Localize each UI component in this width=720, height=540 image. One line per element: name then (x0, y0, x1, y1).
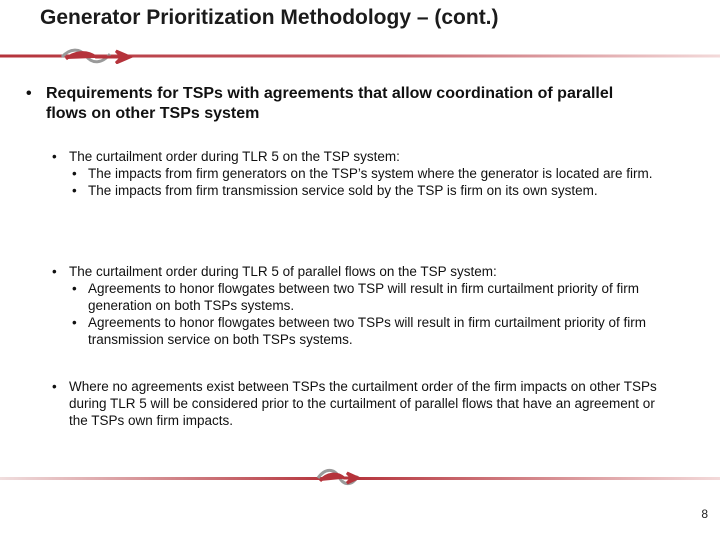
bottom-divider-arrow (0, 464, 720, 494)
sub-sub-bullet-text: The impacts from firm transmission service sold by the TSP is firm on its own system. (88, 183, 598, 198)
sub-bullet-text: The curtailment order during TLR 5 of parallel flows on the TSP system: (69, 264, 497, 279)
bullet-group (52, 378, 672, 429)
sub-sub-bullet-text: The impacts from firm generators on the TSP’s system where the generator is located are firm. (88, 166, 653, 181)
page-number: 8 (701, 507, 708, 521)
sub-sub-bullet: • Agreements to honor flowgates between two TSP will result in firm curtailment priority of firm generation on both TSPs systems. (72, 281, 639, 313)
sub-sub-bullet: • The impacts from firm generators on the TSP’s system where the generator is located are firm. (72, 166, 653, 181)
sub-bullet: • Where no agreements exist between TSPs the curtailment order of the firm impacts on other TSPs during TLR 5 will be considered prior to the curtailment of parallel flows that have an agreement or the TSPs own firm impacts. (52, 379, 657, 428)
bullet-group (52, 263, 672, 348)
sub-bullet: • The curtailment order during TLR 5 of parallel flows on the TSP system: (52, 264, 497, 279)
sub-bullet: • The curtailment order during TLR 5 on the TSP system: (52, 149, 400, 164)
sub-sub-bullet-text: Agreements to honor flowgates between two TSPs will result in firm curtailment priority of firm transmission service on both TSPs systems. (88, 315, 646, 347)
sub-sub-bullet-text: Agreements to honor flowgates between two TSP will result in firm curtailment priority of firm generation on both TSPs systems. (88, 281, 639, 313)
main-bullet-text: Requirements for TSPs with agreements that allow coordination of parallel flows on other TSPs system (46, 85, 614, 122)
sub-bullet-text: Where no agreements exist between TSPs the curtailment order of the firm impacts on other TSPs during TLR 5 will be considered prior to the curtailment of parallel flows that have an agreement or the TSPs own firm impacts. (69, 379, 657, 428)
bullet-marker: • (26, 85, 32, 102)
bullet-group (52, 148, 672, 199)
sub-sub-bullet: • The impacts from firm transmission service sold by the TSP is firm on its own system. (72, 183, 598, 198)
slide-title: Generator Prioritization Methodology – (cont.) (40, 6, 499, 29)
sub-bullet-text: The curtailment order during TLR 5 on the TSP system: (69, 149, 400, 164)
top-divider-arrow (0, 48, 720, 64)
sub-sub-bullet: • Agreements to honor flowgates between two TSPs will result in firm curtailment priority of firm transmission service on both TSPs systems. (72, 315, 646, 347)
